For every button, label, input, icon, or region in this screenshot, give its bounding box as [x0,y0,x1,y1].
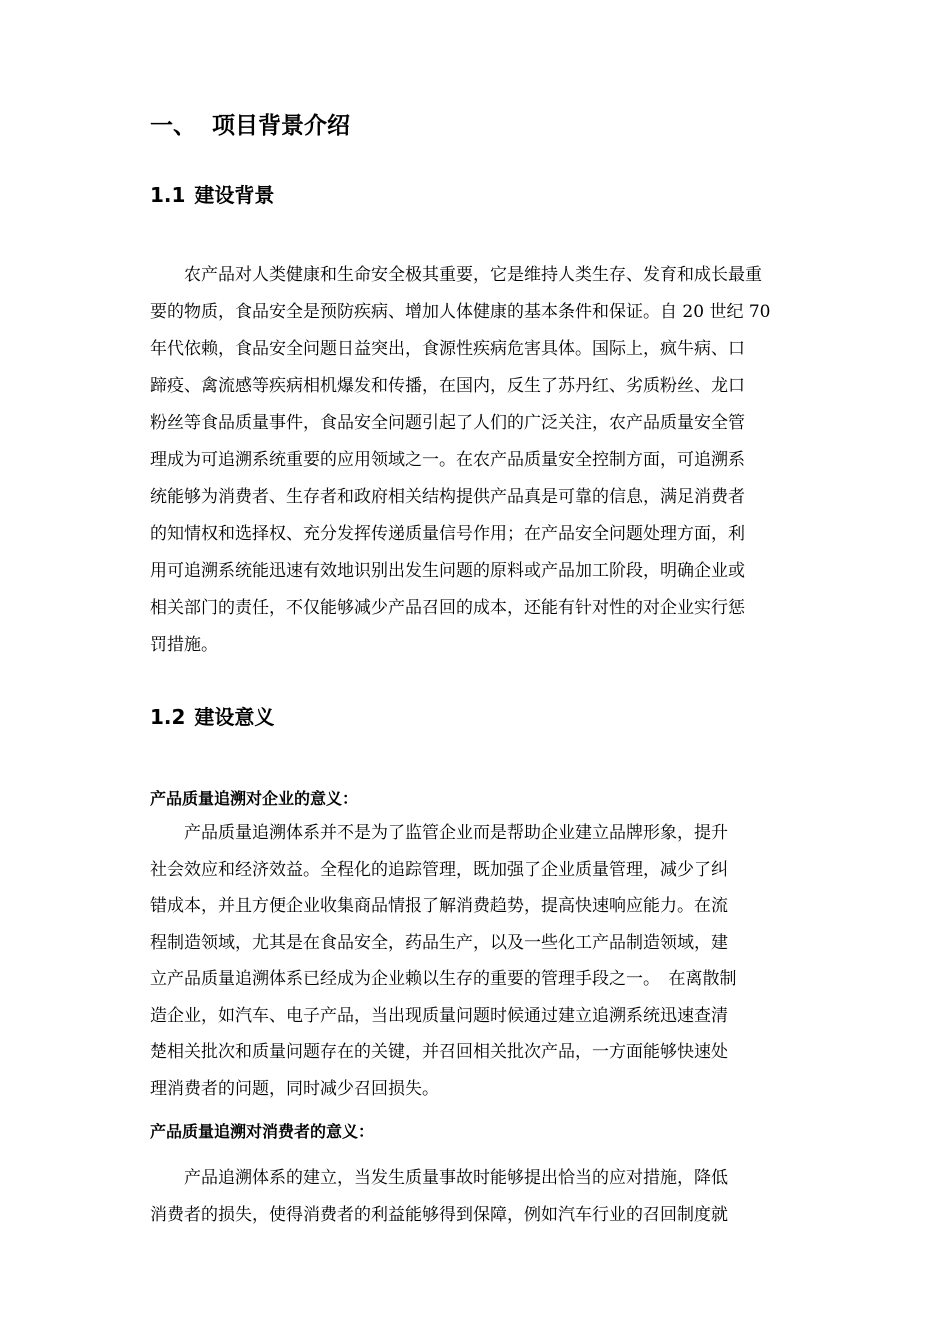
text-line: 统能够为消费者、生存者和政府相关结构提供产品真是可靠的信息，满足消费者 [150,487,745,507]
text-line: 罚措施。 [150,635,218,655]
chapter-heading [150,110,350,142]
background-paragraph [150,257,840,664]
text-line: 相关部门的责任，不仅能够减少产品召回的成本，还能有针对性的对企业实行惩 [150,598,745,618]
chapter-number: 一、 [150,113,196,139]
text-line: 用可追溯系统能迅速有效地识别出发生问题的原料或产品加工阶段，明确企业或 [150,561,745,581]
text-line: 产品质量追溯体系并不是为了监管企业而是帮助企业建立品牌形象，提升 [150,823,728,843]
text-line: 楚相关批次和质量问题存在的关键，并召回相关批次产品，一方面能够快速处 [150,1042,728,1062]
text-line: 消费者的损失，使得消费者的利益能够得到保障，例如汽车行业的召回制度就 [150,1205,728,1225]
text-line: 造企业，如汽车、电子产品，当出现质量问题时候通过建立追溯系统迅速查清 [150,1005,728,1026]
text-line: 农产品对人类健康和生命安全极其重要，它是维持人类生存、发育和成长最重 [150,265,762,285]
section-heading-1-1 [150,181,274,209]
section-heading-1-2 [150,703,274,731]
text-line: 粉丝等食品质量事件，食品安全问题引起了人们的广泛关注，农产品质量安全管 [150,413,745,433]
text-line: 蹄疫、禽流感等疾病相机爆发和传播，在国内，反生了苏丹红、劣质粉丝、龙口 [150,376,745,396]
chapter-title: 项目背景介绍 [212,113,350,139]
text-line: 社会效应和经济效益。全程化的追踪管理，既加强了企业质量管理，减少了纠 [150,859,728,880]
consumer-significance-heading: 产品质量追溯对消费者的意义： [150,1122,375,1141]
text-line: 理成为可追溯系统重要的应用领域之一。在农产品质量安全控制方面，可追溯系 [150,450,745,470]
text-line: 错成本，并且方便企业收集商品情报了解消费趋势，提高快速响应能力。在流 [150,896,728,916]
section-title: 建设意义 [194,705,275,729]
text-line: 立产品质量追溯体系已经成为企业赖以生存的重要的管理手段之一。 在离散制 [150,969,737,989]
text-line: 要的物质，食品安全是预防疾病、增加人体健康的基本条件和保证。自 20 世纪 70 [150,302,771,322]
text-line: 产品追溯体系的建立，当发生质量事故时能够提出恰当的应对措施，降低 [150,1168,728,1188]
section-number: 1.2 [150,705,186,729]
enterprise-significance-heading: 产品质量追溯对企业的意义： [150,789,359,808]
text-line: 的知情权和选择权、充分发挥传递质量信号作用；在产品安全问题处理方面，利 [150,524,745,544]
section-title: 建设背景 [194,183,275,207]
section-number: 1.1 [150,183,186,207]
text-line: 程制造领域，尤其是在食品安全，药品生产，以及一些化工产品制造领域，建 [150,932,728,953]
text-line: 年代依赖，食品安全问题日益突出，食源性疾病危害具体。国际上，疯牛病、口 [150,339,745,359]
text-line: 理消费者的问题，同时减少召回损失。 [150,1078,439,1099]
consumer-significance-paragraph [150,1160,840,1234]
enterprise-significance-paragraph [150,815,840,1107]
